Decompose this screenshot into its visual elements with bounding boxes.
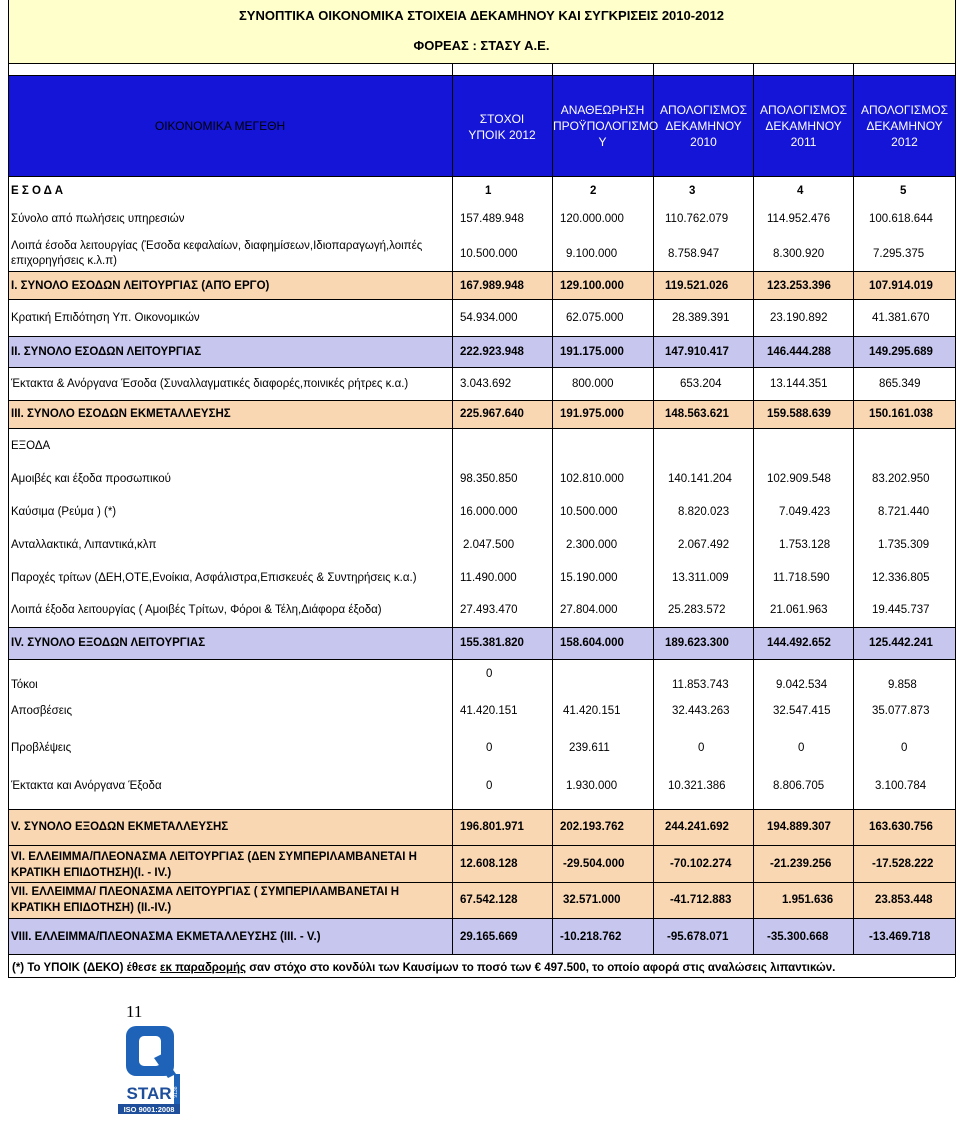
document-title: ΣΥΝΟΠΤΙΚΑ ΟΙΚΟΝΟΜΙΚΑ ΣΤΟΙΧΕΙΑ ΔΕΚΑΜΗΝΟΥ ΚΑΙ ΣΥΓΚΡΙΣΕΙΣ 2010-2012 (238, 8, 724, 23)
cell-value: 15.190.000 (560, 572, 618, 584)
cell-value: 1 (485, 185, 492, 197)
cell-value: 129.100.000 (560, 280, 624, 292)
header-col4: ΑΠΟΛΟΓΙΣΜΟΣ ΔΕΚΑΜΗΝΟΥ 2011 (760, 103, 847, 149)
cell-value: -10.218.762 (560, 931, 622, 943)
cell-value: 114.952.476 (767, 213, 831, 225)
cell-value: 149.295.689 (869, 346, 933, 358)
cell-value: 3 (689, 185, 696, 197)
cell-value: 1.753.128 (779, 539, 831, 551)
cell-value: 3.100.784 (875, 780, 927, 792)
cell-value: 62.075.000 (566, 312, 624, 324)
row-label: Έκτακτα & Ανόργανα Έσοδα (Συναλλαγματικές διαφορές,ποινικές ρήτρες κ.α.) (11, 378, 409, 390)
cell-value: 0 (698, 742, 705, 754)
cell-value: 163.630.756 (869, 821, 933, 833)
cell-value: 21.061.963 (770, 604, 828, 616)
cell-value: 155.381.820 (460, 637, 524, 649)
cell-value: 13.144.351 (770, 378, 828, 390)
footnote-underlined: εκ παραδρομής (160, 962, 246, 974)
cell-value: 5 (900, 185, 907, 197)
cell-value: 865.349 (879, 378, 921, 390)
row-label: Έκτακτα και Ανόργανα Έξοδα (11, 780, 162, 792)
cell-value: 102.810.000 (560, 473, 624, 485)
cell-value: 120.000.000 (560, 213, 624, 225)
cell-value: -70.102.274 (670, 858, 732, 870)
cell-value: 1.951.636 (782, 894, 834, 906)
row-label: Προβλέψεις (11, 742, 72, 754)
cell-value: 19.445.737 (872, 604, 930, 616)
row-label: Ι. ΣΥΝΟΛΟ ΕΣΟΔΩΝ ΛΕΙΤΟΥΡΓΙΑΣ (ΑΠΌ ΕΡΓΟ) (11, 280, 270, 292)
row-label: Καύσιμα (Ρεύμα ) (*) (11, 506, 117, 518)
row-label: VII. ΕΛΛΕΙΜΜΑ/ ΠΛΕΟΝΑΣΜΑ ΛΕΙΤΟΥΡΓΙΑΣ ( ΣΥΜΠΕΡΙΛΑΜΒΑΝΕΤΑΙ Η (11, 886, 400, 898)
cell-value: 13.311.009 (672, 572, 729, 584)
cell-value: 144.492.652 (767, 637, 831, 649)
cell-value: 4 (797, 185, 804, 197)
cell-value: 23.853.448 (875, 894, 933, 906)
cell-value: 10.500.000 (460, 248, 518, 260)
cell-value: 150.161.038 (869, 408, 933, 420)
cell-value: 1.930.000 (566, 780, 618, 792)
cell-value: 0 (798, 742, 805, 754)
row-label-cont: ΚΡΑΤΙΚΗ ΕΠΙΔΟΤΗΣΗ)(Ι. - IV.) (11, 867, 172, 879)
cell-value: 16.000.000 (460, 506, 518, 518)
cell-value: 2 (590, 185, 597, 197)
cell-value: 123.253.396 (767, 280, 831, 292)
cell-value: 146.444.288 (767, 346, 831, 358)
cell-value: 9.042.534 (776, 679, 828, 691)
page-number: 11 (126, 1002, 143, 1021)
cell-value: 11.490.000 (460, 572, 517, 584)
cell-value: 11.853.743 (672, 679, 729, 691)
cell-value: 41.420.151 (460, 705, 518, 717)
cell-value: 167.989.948 (460, 280, 524, 292)
row-label: Λοιπά έξοδα λειτουργίας ( Αμοιβές Τρίτων, Φόροι & Τέλη,Διάφορα έξοδα) (11, 604, 382, 616)
cell-value: 191.175.000 (560, 346, 624, 358)
cell-value: 244.241.692 (665, 821, 729, 833)
cell-value: 35.077.873 (872, 705, 930, 717)
cell-value: 10.321.386 (668, 780, 726, 792)
cell-value: 10.500.000 (560, 506, 618, 518)
cell-value: 54.934.000 (460, 312, 518, 324)
cell-value: 0 (901, 742, 908, 754)
row-label: Τόκοι (11, 679, 38, 691)
row-label: Αμοιβές και έξοδα προσωπικού (11, 473, 171, 485)
cell-value: 41.420.151 (563, 705, 621, 717)
cell-value: -35.300.668 (767, 931, 829, 943)
cell-value: 102.909.548 (767, 473, 831, 485)
cell-value: 119.521.026 (665, 280, 729, 292)
cell-value: 107.914.019 (869, 280, 933, 292)
cell-value: 67.542.128 (460, 894, 518, 906)
cell-value: 8.300.920 (773, 248, 825, 260)
row-label: V. ΣΥΝΟΛΟ ΕΞΟΔΩΝ ΕΚΜΕΤΑΛΛΕΥΣΗΣ (11, 821, 229, 833)
row-label: Κρατική Επιδότηση Υπ. Οικονομικών (11, 312, 200, 324)
star-q-logo-icon (118, 1000, 198, 1119)
row-label: Σύνολο από πωλήσεις υπηρεσιών (11, 213, 185, 225)
cell-value: 8.758.947 (668, 248, 720, 260)
header-label: ΟΙΚΟΝΟΜΙΚΑ ΜΕΓΕΘΗ (154, 119, 286, 133)
header-col1: ΣΤΟΧΟΙ ΥΠΟΙΚ 2012 (468, 112, 536, 142)
cell-value: 157.489.948 (460, 213, 524, 225)
row-label-cont: επιχορηγήσεις κ.λ.π) (11, 255, 117, 267)
cell-value: 147.910.417 (665, 346, 729, 358)
cell-value: 148.563.621 (665, 408, 729, 420)
footnote (12, 961, 835, 975)
row-label: ΙΙ. ΣΥΝΟΛΟ ΕΣΟΔΩΝ ΛΕΙΤΟΥΡΓΙΑΣ (11, 346, 202, 358)
cell-value: 23.190.892 (770, 312, 828, 324)
cell-value: 3.043.692 (460, 378, 512, 390)
cell-value: 0 (486, 742, 493, 754)
cell-value: 25.283.572 (668, 604, 726, 616)
cell-value: 2.067.492 (678, 539, 730, 551)
cell-value: -13.469.718 (869, 931, 931, 943)
cell-value: 7.295.375 (873, 248, 925, 260)
row-label: VIII. ΕΛΛΕΙΜΜΑ/ΠΛΕΟΝΑΣΜΑ ΕΚΜΕΤΑΛΛΕΥΣΗΣ (ΙΙΙ. - V.) (11, 931, 321, 943)
row-label: VI. ΕΛΛΕΙΜΜΑ/ΠΛΕΟΝΑΣΜΑ ΛΕΙΤΟΥΡΓΙΑΣ (ΔΕΝ ΣΥΜΠΕΡΙΛΑΜΒΑΝΕΤΑΙ Η (11, 851, 417, 863)
cell-value: 159.588.639 (767, 408, 831, 420)
cell-value: 0 (486, 668, 493, 680)
cell-value: 189.623.300 (665, 637, 729, 649)
cell-value: 653.204 (680, 378, 722, 390)
cell-value: 140.141.204 (668, 473, 732, 485)
cell-value: 194.889.307 (767, 821, 831, 833)
cell-value: 125.442.241 (869, 637, 933, 649)
cell-value: 239.611 (569, 742, 610, 754)
logo-text: STAR (126, 1084, 172, 1103)
cell-value: -95.678.071 (667, 931, 729, 943)
cell-value: 27.493.470 (460, 604, 518, 616)
cell-value: 2.047.500 (463, 539, 515, 551)
cell-value: 28.389.391 (672, 312, 730, 324)
cell-value: -29.504.000 (563, 858, 625, 870)
logo-side-text: 9138 (173, 1086, 179, 1098)
row-label: Ε Σ Ο Δ Α (11, 185, 64, 197)
header-col5: ΑΠΟΛΟΓΙΣΜΟΣ ΔΕΚΑΜΗΝΟΥ 2012 (861, 103, 948, 149)
header-col2: ΑΝΑΘΕΩΡΗΣΗ ΠΡΟΫΠΟΛΟΓΙΣΜΟ Υ (553, 103, 659, 149)
document-subtitle: ΦΟΡΕΑΣ : ΣΤΑΣΥ Α.Ε. (413, 38, 550, 53)
cell-value: 222.923.948 (460, 346, 524, 358)
cell-value: 83.202.950 (872, 473, 930, 485)
row-label: Λοιπά έσοδα λειτουργίας (Έσοδα κεφαλαίων, διαφημίσεων,Ιδιοπαραγωγή,λοιπές (11, 240, 423, 252)
iso-certification-logo (118, 1000, 198, 1119)
cell-value: 9.100.000 (566, 248, 618, 260)
row-label: Παροχές τρίτων (ΔΕΗ,ΟΤΕ,Ενοίκια, Ασφάλιστρα,Επισκευές & Συντηρήσεις κ.α.) (11, 572, 417, 584)
cell-value: 225.967.640 (460, 408, 524, 420)
cell-value: 11.718.590 (773, 572, 830, 584)
cell-value: 158.604.000 (560, 637, 624, 649)
cell-value: 32.443.263 (672, 705, 730, 717)
cell-value: 12.336.805 (872, 572, 930, 584)
cell-value: 29.165.669 (460, 931, 518, 943)
cell-value: 32.571.000 (563, 894, 621, 906)
row-label: Αποσβέσεις (11, 705, 72, 717)
cell-value: 100.618.644 (869, 213, 933, 225)
header-col3: ΑΠΟΛΟΓΙΣΜΟΣ ΔΕΚΑΜΗΝΟΥ 2010 (660, 103, 747, 149)
cell-value: 191.975.000 (560, 408, 624, 420)
cell-value: 12.608.128 (460, 858, 518, 870)
cell-value: 110.762.079 (665, 213, 729, 225)
row-label: Ανταλλακτικά, Λιπαντικά,κλπ (11, 539, 157, 551)
cell-value: 7.049.423 (779, 506, 831, 518)
logo-iso-text: ISO 9001:2008 (123, 1105, 175, 1114)
cell-value: 8.721.440 (878, 506, 930, 518)
cell-value: 41.381.670 (872, 312, 930, 324)
row-label: IV. ΣΥΝΟΛΟ ΕΞΟΔΩΝ ΛΕΙΤΟΥΡΓΙΑΣ (11, 637, 206, 649)
cell-value: 8.820.023 (678, 506, 730, 518)
cell-value: 2.300.000 (566, 539, 618, 551)
row-label-cont: ΚΡΑΤΙΚΗ ΕΠΙΔΟΤΗΣΗ) (ΙΙ.-IV.) (11, 902, 172, 914)
cell-value: 196.801.971 (460, 821, 524, 833)
cell-value: -21.239.256 (770, 858, 832, 870)
cell-value: 202.193.762 (560, 821, 624, 833)
cell-value: -17.528.222 (872, 858, 934, 870)
cell-value: 27.804.000 (560, 604, 618, 616)
cell-value: 9.858 (888, 679, 917, 691)
footnote-pre: (*) Το ΥΠΟΙΚ (ΔΕΚΟ) έθεσε (12, 962, 161, 974)
cell-value: -41.712.883 (670, 894, 732, 906)
cell-value: 32.547.415 (773, 705, 831, 717)
row-label: ΕΞΟΔΑ (11, 440, 51, 452)
row-label: ΙΙΙ. ΣΥΝΟΛΟ ΕΣΟΔΩΝ ΕΚΜΕΤΑΛΛΕΥΣΗΣ (11, 408, 231, 420)
cell-value: 0 (486, 780, 493, 792)
cell-value: 8.806.705 (773, 780, 825, 792)
cell-value: 800.000 (572, 378, 614, 390)
cell-value: 98.350.850 (460, 473, 518, 485)
footnote-post: σαν στόχο στο κονδύλι των Καυσίμων το ποσό των € 497.500, το οποίο αφορά στις αναλώσεις λιπαντικών. (246, 962, 836, 974)
cell-value: 1.735.309 (878, 539, 930, 551)
